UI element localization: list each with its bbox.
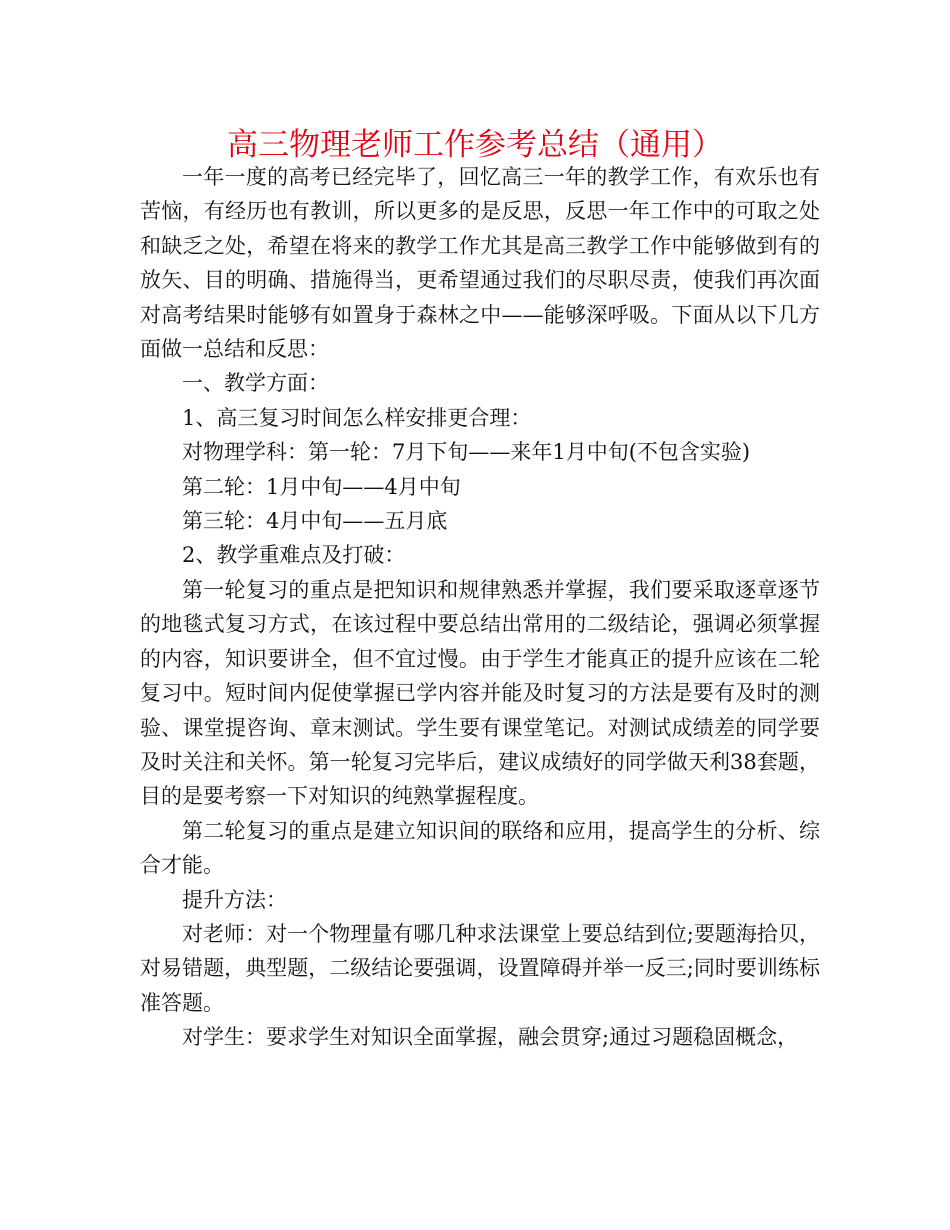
schedule-round-two: 第二轮：1月中旬——4月中旬 — [182, 474, 461, 499]
subheading-schedule: 1、高三复习时间怎么样安排更合理： — [182, 405, 532, 430]
paragraph-for-teachers: 对老师：对一个物理量有哪几种求法课堂上要总结到位;要题海拾贝，对易错题，典型题，二级结论要强调，设置障碍并举一反三;同时要训练标准答题。 — [140, 921, 820, 1015]
heading-teaching: 一、教学方面： — [182, 371, 329, 396]
subheading-methods: 提升方法： — [182, 887, 287, 912]
paragraph-intro: 一年一度的高考已经完毕了，回忆高三一年的教学工作，有欢乐也有苦恼，有经历也有教训，所以更多的是反思，反思一年工作中的可取之处和缺乏之处，希望在将来的教学工作尤其是高三教学工作中能够做到有的放矢、目的明确、措施得当，更希望通过我们的尽职尽责，使我们再次面对高考结果时能够有如置身于森林之中——能够深呼吸。下面从以下几方面做一总结和反思： — [140, 165, 820, 362]
paragraph-for-students: 对学生：要求学生对知识全面掌握，融会贯穿;通过习题稳固概念， — [182, 1025, 799, 1050]
paragraph-second-round: 第二轮复习的重点是建立知识间的联络和应用，提高学生的分析、综合才能。 — [140, 818, 820, 878]
document-body — [140, 160, 820, 1055]
subheading-key-points: 2、教学重难点及打破： — [182, 543, 406, 568]
schedule-round-one: 对物理学科：第一轮：7月下旬——来年1月中旬(不包含实验) — [182, 440, 751, 465]
schedule-round-three: 第三轮：4月中旬——五月底 — [182, 509, 448, 534]
document-title: 高三物理老师工作参考总结（通用） — [227, 127, 723, 163]
paragraph-first-round: 第一轮复习的重点是把知识和规律熟悉并掌握，我们要采取逐章逐节的地毯式复习方式，在该过程中要总结出常用的二级结论，强调必须掌握的内容，知识要讲全，但不宜过慢。由于学生才能真正的提升应该在二轮复习中。短时间内促使掌握已学内容并能及时复习的方法是要有及时的测验、课堂提咨询、章末测试。学生要有课堂笔记。对测试成绩差的同学要及时关注和关怀。第一轮复习完毕后，建议成绩好的同学做天利38套题，目的是要考察一下对知识的纯熟掌握程度。 — [140, 577, 820, 809]
